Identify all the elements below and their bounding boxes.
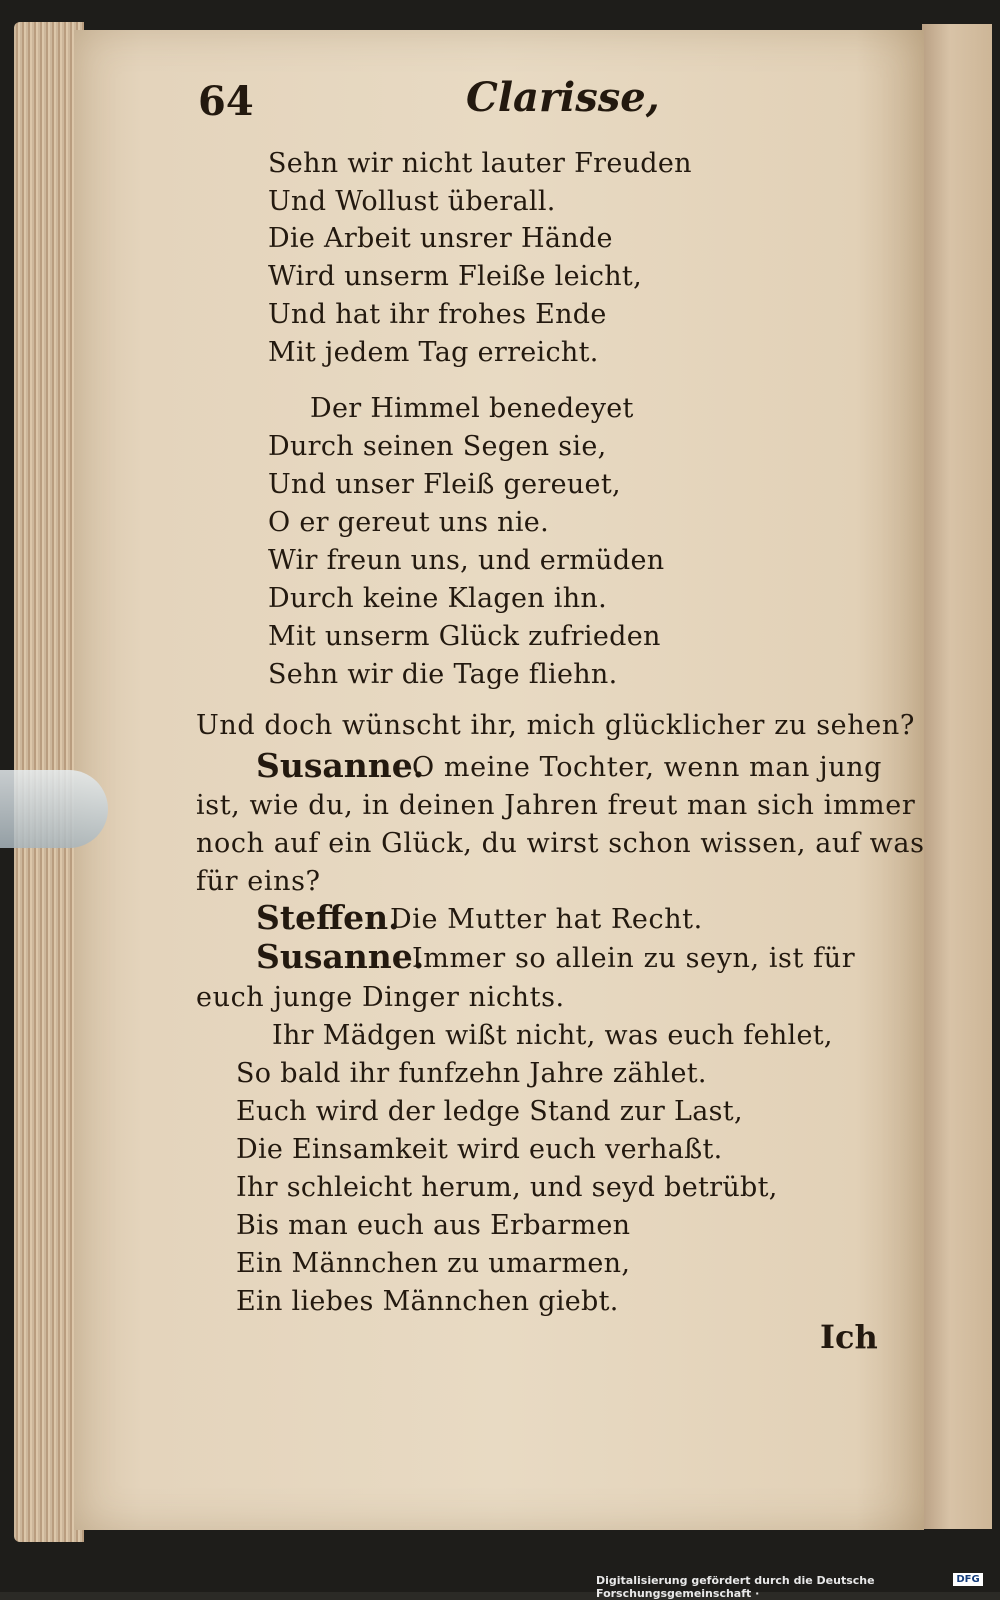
verse-line: O er gereut uns nie. <box>268 507 549 538</box>
bookmark-clip <box>0 770 108 848</box>
verse-line: Der Himmel benedeyet <box>310 393 634 424</box>
prose-line: Die Mutter hat Recht. <box>390 904 703 935</box>
verse-line: Sehn wir die Tage fliehn. <box>268 659 618 690</box>
verse-line: Ein Männchen zu umarmen, <box>236 1248 631 1279</box>
speaker-name: Steffen. <box>256 898 400 937</box>
verse-line: Und hat ihr frohes Ende <box>268 299 607 330</box>
prose-line: für eins? <box>196 866 321 897</box>
speaker-name: Susanne. <box>256 937 425 976</box>
verse-line: Bis man euch aus Erbarmen <box>236 1210 631 1241</box>
verse-line: Durch seinen Segen sie, <box>268 431 607 462</box>
verse-line: Mit unserm Glück zufrieden <box>268 621 661 652</box>
verse-line: Wird unserm Fleiße leicht, <box>268 261 642 292</box>
verse-line: Die Einsamkeit wird euch verhaßt. <box>236 1134 723 1165</box>
verse-line: Und Wollust überall. <box>268 186 556 217</box>
catchword: Ich <box>820 1318 878 1356</box>
dfg-logo: DFG <box>953 1573 983 1586</box>
prose-line: noch auf ein Glück, du wirst schon wissen, auf was <box>196 828 925 859</box>
speaker-name: Susanne. <box>256 746 425 785</box>
verse-line: Durch keine Klagen ihn. <box>268 583 607 614</box>
prose-line: Und doch wünscht ihr, mich glücklicher zu sehen? <box>196 710 915 741</box>
page-number: 64 <box>198 78 254 125</box>
verse-line: So bald ihr funfzehn Jahre zählet. <box>236 1058 707 1089</box>
digitization-credit: Digitalisierung gefördert durch die Deutsche Forschungsgemeinschaft · <box>596 1574 875 1600</box>
verse-line: Sehn wir nicht lauter Freuden <box>268 148 692 179</box>
prose-line: Immer so allein zu seyn, ist für <box>412 943 856 974</box>
running-title: Clarisse, <box>466 74 660 121</box>
verse-line: Ihr Mädgen wißt nicht, was euch fehlet, <box>272 1020 833 1051</box>
verse-line: Ihr schleicht herum, und seyd betrübt, <box>236 1172 778 1203</box>
verse-line: Euch wird der ledge Stand zur Last, <box>236 1096 743 1127</box>
verse-line: Ein liebes Männchen giebt. <box>236 1286 619 1317</box>
verse-line: Die Arbeit unsrer Hände <box>268 223 613 254</box>
prose-line: O meine Tochter, wenn man jung <box>412 752 883 783</box>
prose-line: euch junge Dinger nichts. <box>196 982 565 1013</box>
verse-line: Und unser Fleiß gereuet, <box>268 469 621 500</box>
verse-line: Mit jedem Tag erreicht. <box>268 337 599 368</box>
prose-line: ist, wie du, in deinen Jahren freut man sich immer <box>196 790 916 821</box>
facing-page-edge <box>922 24 992 1529</box>
verse-line: Wir freun uns, und ermüden <box>268 545 665 576</box>
